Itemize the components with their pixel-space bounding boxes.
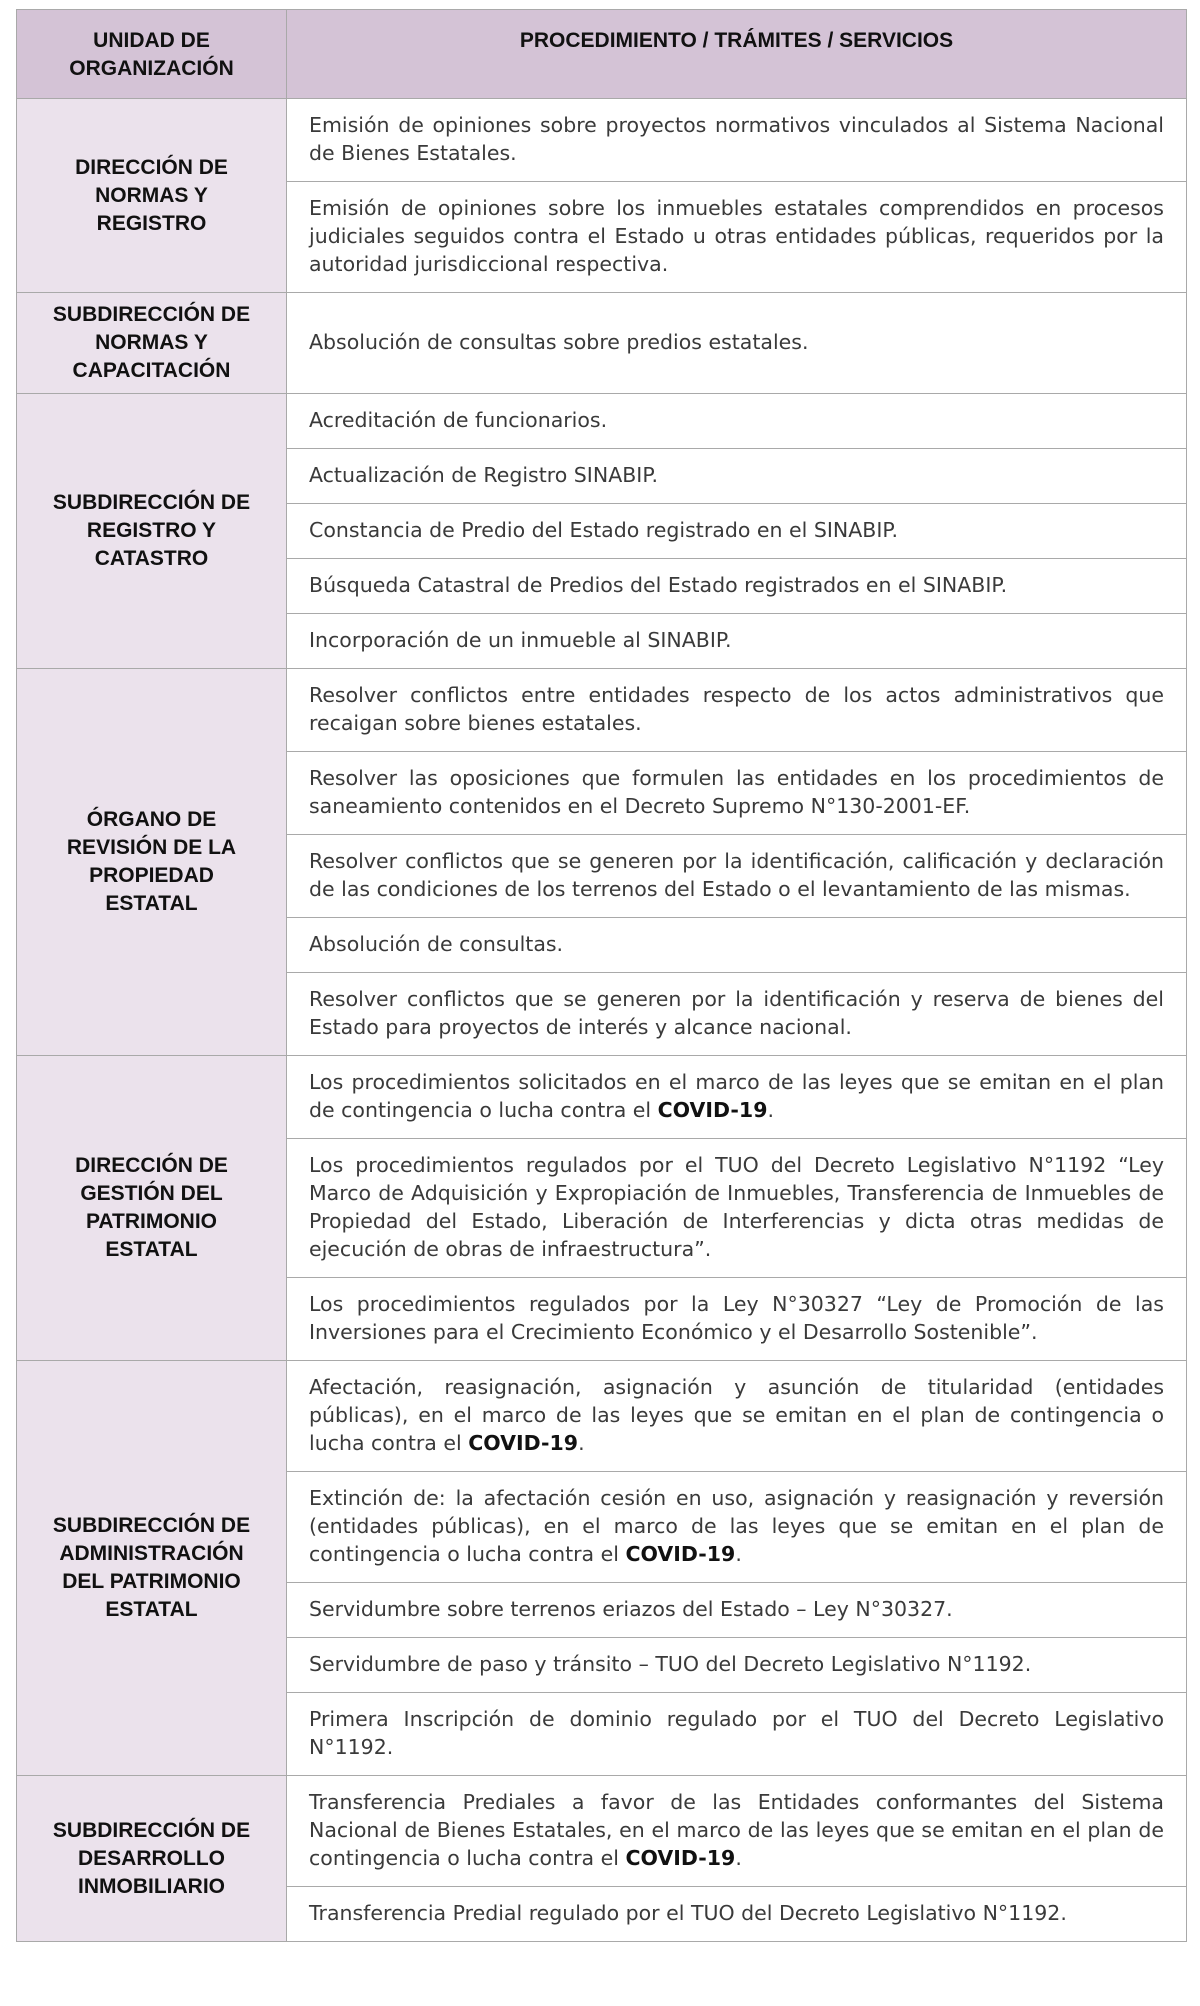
procedure-text-end: .	[735, 1846, 742, 1870]
procedure-text: Transferencia Prediales a favor de las Entidades conformantes del Sistema Nacional de Bienes Estatales, en el marco de las leyes que se emitan en el plan de contingencia o lucha contra el	[309, 1790, 1164, 1870]
procedure-emphasis: COVID-19	[657, 1098, 768, 1122]
procedure-cell	[287, 1638, 1187, 1693]
unit-name-cell: SUBDIRECCIÓN DE REGISTRO Y CATASTRO	[17, 394, 287, 669]
procedure-text: Actualización de Registro SINABIP.	[309, 463, 659, 487]
procedure-text: Servidumbre de paso y tránsito – TUO del Decreto Legislativo N°1192.	[309, 1652, 1032, 1676]
table-header	[17, 10, 1187, 99]
table-row	[17, 1056, 1187, 1139]
table-row	[17, 1361, 1187, 1472]
procedure-cell	[287, 1139, 1187, 1278]
procedure-text: Resolver conflictos entre entidades respecto de los actos administrativos que recaigan sobre bienes estatales.	[309, 683, 1164, 735]
procedure-cell	[287, 293, 1187, 394]
table-row	[17, 1776, 1187, 1887]
procedure-text: Emisión de opiniones sobre proyectos normativos vinculados al Sistema Nacional de Bienes Estatales.	[309, 113, 1164, 165]
header-procedure: PROCEDIMIENTO / TRÁMITES / SERVICIOS	[287, 10, 1187, 99]
procedure-emphasis: COVID-19	[625, 1846, 736, 1870]
procedure-cell	[287, 182, 1187, 293]
procedure-emphasis: COVID-19	[468, 1431, 579, 1455]
procedure-emphasis: COVID-19	[625, 1542, 736, 1566]
procedure-text: Los procedimientos regulados por el TUO del Decreto Legislativo N°1192 “Ley Marco de Adquisición y Expropiación de Inmuebles, Transferencia de Inmuebles de Propiedad del Estado, Liberación de Interferencias y dicta otras medidas de ejecución de obras de infraestructura”.	[309, 1153, 1164, 1261]
table-row	[17, 293, 1187, 394]
table-body	[17, 99, 1187, 1942]
procedure-cell	[287, 504, 1187, 559]
unit-name-cell: DIRECCIÓN DE GESTIÓN DEL PATRIMONIO ESTATAL	[17, 1056, 287, 1361]
procedure-text: Resolver conflictos que se generen por la identificación y reserva de bienes del Estado para proyectos de interés y alcance nacional.	[309, 987, 1164, 1039]
unit-name-cell: SUBDIRECCIÓN DE DESARROLLO INMOBILIARIO	[17, 1776, 287, 1942]
procedure-cell	[287, 1776, 1187, 1887]
unit-name-cell: ÓRGANO DE REVISIÓN DE LA PROPIEDAD ESTATAL	[17, 669, 287, 1056]
procedure-text: Servidumbre sobre terrenos eriazos del Estado – Ley N°30327.	[309, 1597, 953, 1621]
procedure-text: Los procedimientos regulados por la Ley N°30327 “Ley de Promoción de las Inversiones para el Crecimiento Económico y el Desarrollo Sostenible”.	[309, 1292, 1164, 1344]
procedure-cell	[287, 99, 1187, 182]
procedure-text-end: .	[578, 1431, 585, 1455]
procedure-text: Absolución de consultas.	[309, 932, 564, 956]
procedure-text: Resolver conflictos que se generen por la identificación, calificación y declaración de las condiciones de los terrenos del Estado o el levantamiento de las mismas.	[309, 849, 1164, 901]
procedure-cell	[287, 973, 1187, 1056]
procedure-cell	[287, 1472, 1187, 1583]
procedure-text: Transferencia Predial regulado por el TUO del Decreto Legislativo N°1192.	[309, 1901, 1067, 1925]
procedure-cell	[287, 1887, 1187, 1942]
procedures-table	[16, 9, 1187, 1942]
procedure-cell	[287, 559, 1187, 614]
procedure-cell	[287, 669, 1187, 752]
procedure-text: Extinción de: la afectación cesión en uso, asignación y reasignación y reversión (entidades públicas), en el marco de las leyes que se emitan en el plan de contingencia o lucha contra el	[309, 1486, 1164, 1566]
procedure-cell	[287, 1056, 1187, 1139]
procedure-text-end: .	[735, 1542, 742, 1566]
procedure-text: Constancia de Predio del Estado registrado en el SINABIP.	[309, 518, 899, 542]
unit-name-cell: SUBDIRECCIÓN DE ADMINISTRACIÓN DEL PATRIMONIO ESTATAL	[17, 1361, 287, 1776]
procedure-cell	[287, 1278, 1187, 1361]
procedure-text: Incorporación de un inmueble al SINABIP.	[309, 628, 732, 652]
procedure-cell	[287, 1693, 1187, 1776]
procedure-text: Búsqueda Catastral de Predios del Estado registrados en el SINABIP.	[309, 573, 1008, 597]
procedure-text: Resolver las oposiciones que formulen las entidades en los procedimientos de saneamiento contenidos en el Decreto Supremo N°130-2001-EF.	[309, 766, 1164, 818]
table-row	[17, 669, 1187, 752]
header-row	[17, 10, 1187, 99]
procedure-text: Los procedimientos solicitados en el marco de las leyes que se emitan en el plan de contingencia o lucha contra el	[309, 1070, 1164, 1122]
table-row	[17, 394, 1187, 449]
procedure-cell	[287, 1583, 1187, 1638]
procedure-text: Emisión de opiniones sobre los inmuebles estatales comprendidos en procesos judiciales seguidos contra el Estado u otras entidades públicas, requeridos por la autoridad jurisdiccional respectiva.	[309, 196, 1164, 276]
header-unit: UNIDAD DE ORGANIZACIÓN	[17, 10, 287, 99]
procedure-text: Acreditación de funcionarios.	[309, 408, 608, 432]
procedure-cell	[287, 1361, 1187, 1472]
procedure-text: Afectación, reasignación, asignación y asunción de titularidad (entidades públicas), en el marco de las leyes que se emitan en el plan de contingencia o lucha contra el	[309, 1375, 1164, 1455]
procedure-cell	[287, 614, 1187, 669]
procedure-text: Primera Inscripción de dominio regulado por el TUO del Decreto Legislativo N°1192.	[309, 1707, 1164, 1759]
unit-name-cell: SUBDIRECCIÓN DE NORMAS Y CAPACITACIÓN	[17, 293, 287, 394]
unit-name-cell: DIRECCIÓN DE NORMAS Y REGISTRO	[17, 99, 287, 293]
procedure-cell	[287, 752, 1187, 835]
procedure-cell	[287, 394, 1187, 449]
table-row	[17, 99, 1187, 182]
procedure-text: Absolución de consultas sobre predios estatales.	[309, 330, 809, 354]
procedure-cell	[287, 449, 1187, 504]
procedure-cell	[287, 918, 1187, 973]
procedure-text-end: .	[767, 1098, 774, 1122]
procedure-cell	[287, 835, 1187, 918]
